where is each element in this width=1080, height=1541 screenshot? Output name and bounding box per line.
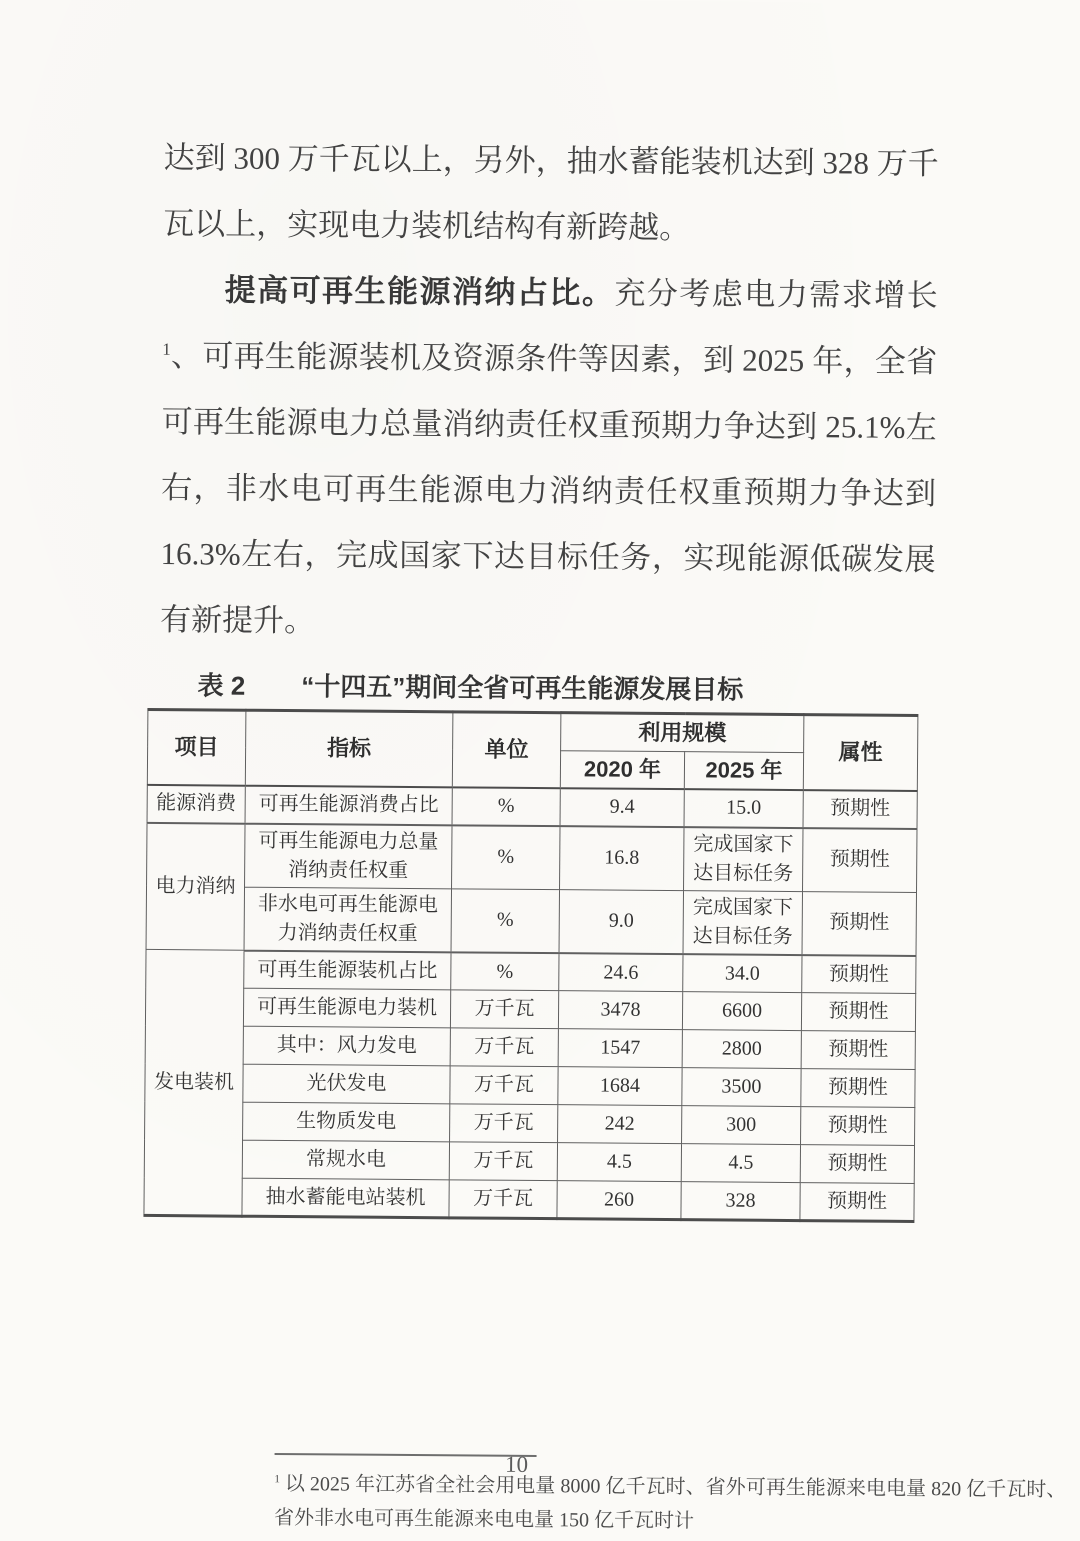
indicator-cell: 可再生能源电力总量消纳责任权重 <box>245 823 452 888</box>
unit-cell: % <box>451 952 559 991</box>
table-row <box>145 1026 915 1070</box>
attribute-cell: 预期性 <box>802 891 916 955</box>
table-header-row-1 <box>148 709 918 753</box>
footnote-text: 以 2025 年江苏省全社会用电量 8000 亿千瓦时、省外可再生能源来电电量 820 亿千瓦时、省外非水电可再生能源来电电量 150 亿千瓦时计 <box>273 1473 1067 1533</box>
indicator-cell: 生物质发电 <box>243 1102 450 1142</box>
attribute-cell: 预期性 <box>801 1031 915 1070</box>
value-2025-cell: 2800 <box>682 1030 801 1069</box>
indicator-cell: 可再生能源消费占比 <box>245 785 452 825</box>
table-header <box>147 709 918 790</box>
value-2025-cell: 328 <box>681 1182 800 1221</box>
table-caption-label: 表 2 <box>197 670 246 701</box>
value-2020-cell: 9.0 <box>559 889 683 953</box>
value-2025-cell: 4.5 <box>681 1144 800 1183</box>
header-indicator: 指标 <box>245 710 453 787</box>
unit-cell: 万千瓦 <box>450 1028 558 1067</box>
indicator-cell: 可再生能源装机占比 <box>244 950 451 990</box>
indicator-cell: 可再生能源电力装机 <box>243 988 450 1028</box>
paragraph-1-text: 达到 300 万千瓦以上，另外，抽水蓄能装机达到 328 万千瓦以上，实现电力装机结构有新跨越。 <box>163 140 939 246</box>
row-group-cell: 能源消费 <box>147 785 245 824</box>
paragraph-2-bold-lead: 提高可再生能源消纳占比。 <box>224 272 615 311</box>
value-2020-cell: 1547 <box>558 1029 682 1068</box>
unit-cell: % <box>452 787 560 826</box>
indicator-cell: 抽水蓄能电站装机 <box>242 1178 449 1218</box>
unit-cell: 万千瓦 <box>450 1104 558 1143</box>
attribute-cell: 预期性 <box>800 1183 914 1222</box>
value-2020-cell: 16.8 <box>560 826 684 890</box>
value-2020-cell: 260 <box>557 1181 681 1220</box>
table-row <box>145 1064 915 1108</box>
value-2020-cell: 3478 <box>558 991 682 1030</box>
table-caption-title: “十四五”期间全省可再生能源发展目标 <box>301 671 744 705</box>
table-row <box>145 988 915 1032</box>
attribute-cell: 预期性 <box>803 828 917 892</box>
unit-cell: 万千瓦 <box>449 1142 557 1181</box>
indicator-cell: 非水电可再生能源电力消纳责任权重 <box>244 887 451 952</box>
paragraph-continuation <box>163 125 939 263</box>
attribute-cell: 预期性 <box>802 955 916 994</box>
header-attribute: 属性 <box>803 715 918 791</box>
value-2020-cell: 24.6 <box>559 953 683 992</box>
paragraph-consumption-ratio <box>160 257 938 659</box>
value-2025-cell: 34.0 <box>683 954 802 993</box>
indicator-cell: 常规水电 <box>242 1140 449 1180</box>
table-row <box>146 886 916 956</box>
unit-cell: 万千瓦 <box>450 990 558 1029</box>
attribute-cell: 预期性 <box>801 1107 915 1146</box>
paragraph-2-text-2: 、可再生能源装机及资源条件等因素，到 2025 年，全省可再生能源电力总量消纳责任权重预期力争达到 25.1%左右，非水电可再生能源电力消纳责任权重预期力争达到 16.3%左右，完成国家下达目标任务，实现能源低碳发展有新提升。 <box>159 338 938 639</box>
paragraph-2-text-1: 充分考虑电力需求增长 <box>614 275 938 314</box>
header-unit: 单位 <box>452 712 561 788</box>
attribute-cell: 预期性 <box>803 790 917 829</box>
value-2025-cell: 完成国家下达目标任务 <box>684 827 804 891</box>
table-body <box>144 785 917 1222</box>
unit-cell: 万千瓦 <box>449 1180 557 1219</box>
value-2020-cell: 242 <box>558 1105 682 1144</box>
header-project: 项目 <box>147 709 246 785</box>
value-2020-cell: 1684 <box>558 1067 682 1106</box>
footnote-marker: 1 <box>274 1473 280 1486</box>
row-group-cell: 发电装机 <box>144 950 244 1217</box>
indicator-cell: 其中：风力发电 <box>243 1026 450 1066</box>
unit-cell: 万千瓦 <box>450 1066 558 1105</box>
indicator-cell: 光伏发电 <box>243 1064 450 1104</box>
unit-cell: % <box>452 825 560 889</box>
table-row <box>147 823 917 893</box>
table-row <box>144 1140 914 1184</box>
page-number: 10 <box>504 1451 529 1477</box>
table-row <box>144 1178 914 1222</box>
header-scale-group: 利用规模 <box>561 713 804 753</box>
header-year-2025: 2025 年 <box>684 752 803 790</box>
value-2025-cell: 6600 <box>682 992 801 1031</box>
table-row <box>147 785 917 829</box>
renewable-targets-table <box>143 708 918 1223</box>
attribute-cell: 预期性 <box>800 1145 914 1184</box>
table-row <box>145 1102 915 1146</box>
footnote-reference-marker: 1 <box>162 339 171 359</box>
attribute-cell: 预期性 <box>801 993 915 1032</box>
table-caption <box>147 665 917 708</box>
value-2025-cell: 15.0 <box>684 789 803 828</box>
value-2025-cell: 3500 <box>682 1068 801 1107</box>
value-2025-cell: 完成国家下达目标任务 <box>683 890 803 954</box>
unit-cell: % <box>451 889 559 953</box>
value-2020-cell: 9.4 <box>560 788 684 827</box>
row-group-cell: 电力消纳 <box>146 823 245 951</box>
value-2025-cell: 300 <box>682 1106 801 1145</box>
value-2020-cell: 4.5 <box>557 1143 681 1182</box>
attribute-cell: 预期性 <box>801 1069 915 1108</box>
header-year-2020: 2020 年 <box>560 751 684 789</box>
table-row <box>146 950 916 994</box>
